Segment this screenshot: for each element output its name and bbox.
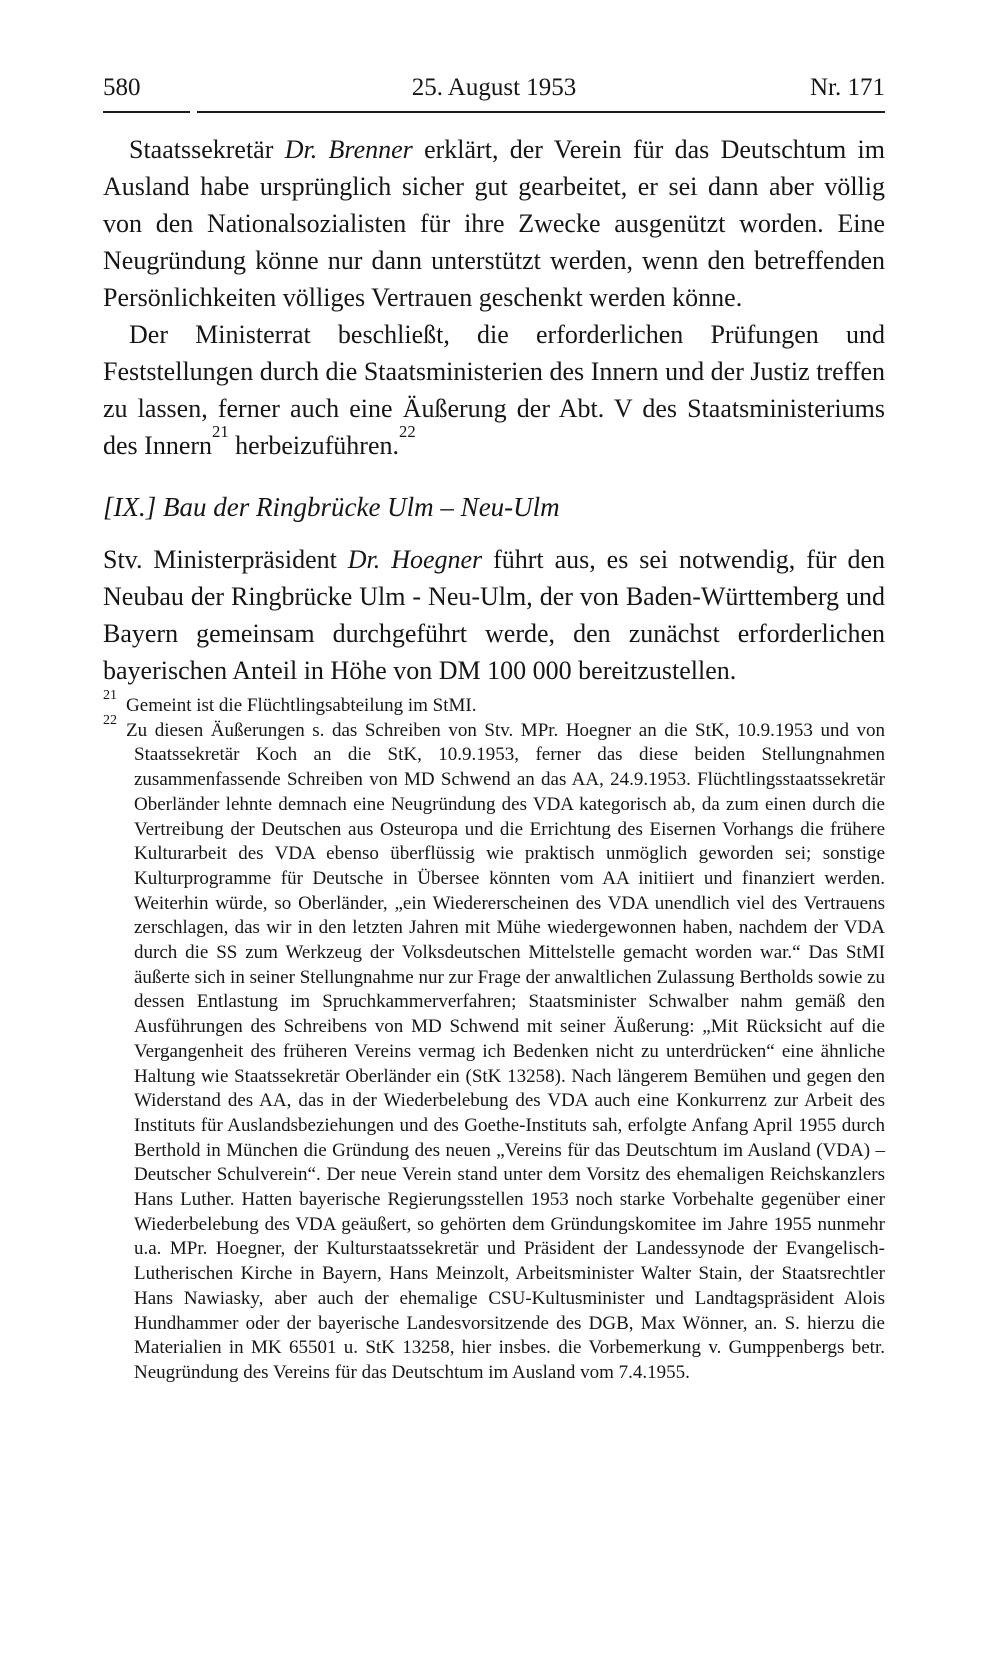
header-date: 25. August 1953	[411, 74, 577, 101]
header-rule-main	[197, 111, 885, 113]
header-doc-number: Nr. 171	[810, 74, 885, 101]
speaker-name: Dr. Hoegner	[347, 545, 483, 574]
footnote-text: Gemeint ist die Flüchtlingsabteilung im StMI.	[126, 695, 477, 716]
section-number: [IX.]	[103, 492, 157, 522]
speaker-name: Dr. Brenner	[284, 135, 413, 164]
header-rule-left	[103, 111, 190, 113]
paragraph-text: Stv. Ministerpräsident	[103, 545, 348, 574]
footnote-number: 21	[103, 687, 118, 704]
footnote-21	[103, 687, 885, 719]
section-heading	[103, 490, 885, 524]
paragraph-ministerrat	[103, 316, 885, 464]
paragraph-text: herbeizuführen.	[228, 431, 399, 460]
footnote-number: 22	[103, 711, 118, 728]
page-body	[103, 131, 885, 689]
paragraph-text: Staatssekretär	[129, 135, 285, 164]
section-title: Bau der Ringbrücke Ulm – Neu-Ulm	[163, 492, 560, 522]
footnote-22	[103, 711, 885, 1386]
paragraph-text: führt aus, es sei notwendig, für den Neubau der Ringbrücke Ulm - Neu-Ulm, der von Baden-Württemberg und Bayern gemeinsam durchgeführt werde, den zunächst erforderlichen bayerischen Anteil in Höhe von DM 100 000 bereitzustellen.	[103, 545, 886, 685]
paragraph-text: erklärt, der Verein für das Deutschtum im Ausland habe ursprünglich sicher gut gearbeitet, er sei dann aber völlig von den Nationalsozialisten für ihre Zwecke ausgenützt worden. Eine Neugründung könne nur dann unterstützt werden, wenn den betreffenden Persönlichkeiten völliges Vertrauen geschenkt werden könne.	[103, 135, 886, 312]
paragraph-hoegner	[103, 541, 885, 689]
footnotes-section	[103, 687, 885, 1386]
footnote-reference-22: 22	[399, 422, 416, 442]
footnote-text: Zu diesen Äußerungen s. das Schreiben von Stv. MPr. Hoegner an die StK, 10.9.1953 und von Staatssekretär Koch an die StK, 10.9.1953, ferner das diese beiden Stellungnahmen zusammenfassende Schreiben von MD Schwend an das AA, 24.9.1953. Flüchtlingsstaatssekretär Oberländer lehnte demnach eine Neugründung des VDA kategorisch ab, da zum einen durch die Vertreibung der Deutschen aus Osteuropa und die Errichtung des Eisernen Vorhangs die frühere Kulturarbeit des VDA ebenso überflüssig wie praktisch unmöglich geworden sei; sonstige Kulturprogramme für Deutsche in Übersee könnten vom AA initiiert und finanziert werden. Weiterhin würde, so Oberländer, „ein Wiedererscheinen des VDA unendlich viel des Vertrauens zerschlagen, das wir in den letzten Jahren mit Mühe wiedergewonnen haben, nachdem der VDA durch die SS zum Werkzeug der Volksdeutschen Mittelstelle gemacht worden war.“ Das StMI äußerte sich in seiner Stellungnahme nur zur Frage der anwaltlichen Zulassung Bertholds sowie zu dessen Entlastung im Spruchkammerverfahren; Staatsminister Schwalber nahm gemäß den Ausführungen des Schreibens von MD Schwend mit seiner Äußerung: „Mit Rücksicht auf die Vergangenheit des früheren Vereins vermag ich Bedenken nicht zu unterdrücken“ eine ähnliche Haltung wie Staatssekretär Oberländer ein (StK 13258). Nach längerem Bemühen und gegen den Widerstand des AA, das in der Wiederbelebung des VDA auch eine Konkurrenz zur Arbeit des Instituts für Auslandsbeziehungen und des Goethe-Instituts sah, erfolgte Anfang April 1955 durch Berthold in München die Gründung des neuen „Vereins für das Deutschtum im Ausland (VDA) – Deutscher Schulverein“. Der neue Verein stand unter dem Vorsitz des ehemaligen Reichskanzlers Hans Luther. Hatten bayerische Regierungsstellen 1953 noch starke Vorbehalte gegenüber einer Wiederbelebung des VDA geäußert, so gehörten dem Gründungskomitee im Jahre 1955 nunmehr u.a. MPr. Hoegner, der Kulturstaatssekretär und Präsident der Landessynode der Evangelisch-Lutherischen Kirche in Bayern, Hans Meinzolt, Arbeitsminister Walter Stain, der Staatsrechtler Hans Nawiasky, aber auch der ehemalige CSU-Kultusminister und Landtagspräsident Alois Hundhammer oder der bayerische Landesvorsitzende des DGB, Max Wönner, an. S. hierzu die Materialien in MK 65501 u. StK 13258, hier insbes. die Vorbemerkung v. Gumppenbergs betr. Neugründung des Vereins für das Deutschtum im Ausland vom 7.4.1955.	[126, 719, 885, 1383]
paragraph-brenner	[103, 131, 885, 316]
footnote-reference-21: 21	[212, 422, 229, 442]
paragraph-text: Der Ministerrat beschließt, die erforderlichen Prüfungen und Feststellungen durch die Staatsministerien des Innern und der Justiz treffen zu lassen, ferner auch eine Äußerung der Abt. V des Staatsministeriums des Innern	[103, 320, 885, 460]
page-number: 580	[103, 74, 141, 101]
running-header	[103, 74, 885, 116]
